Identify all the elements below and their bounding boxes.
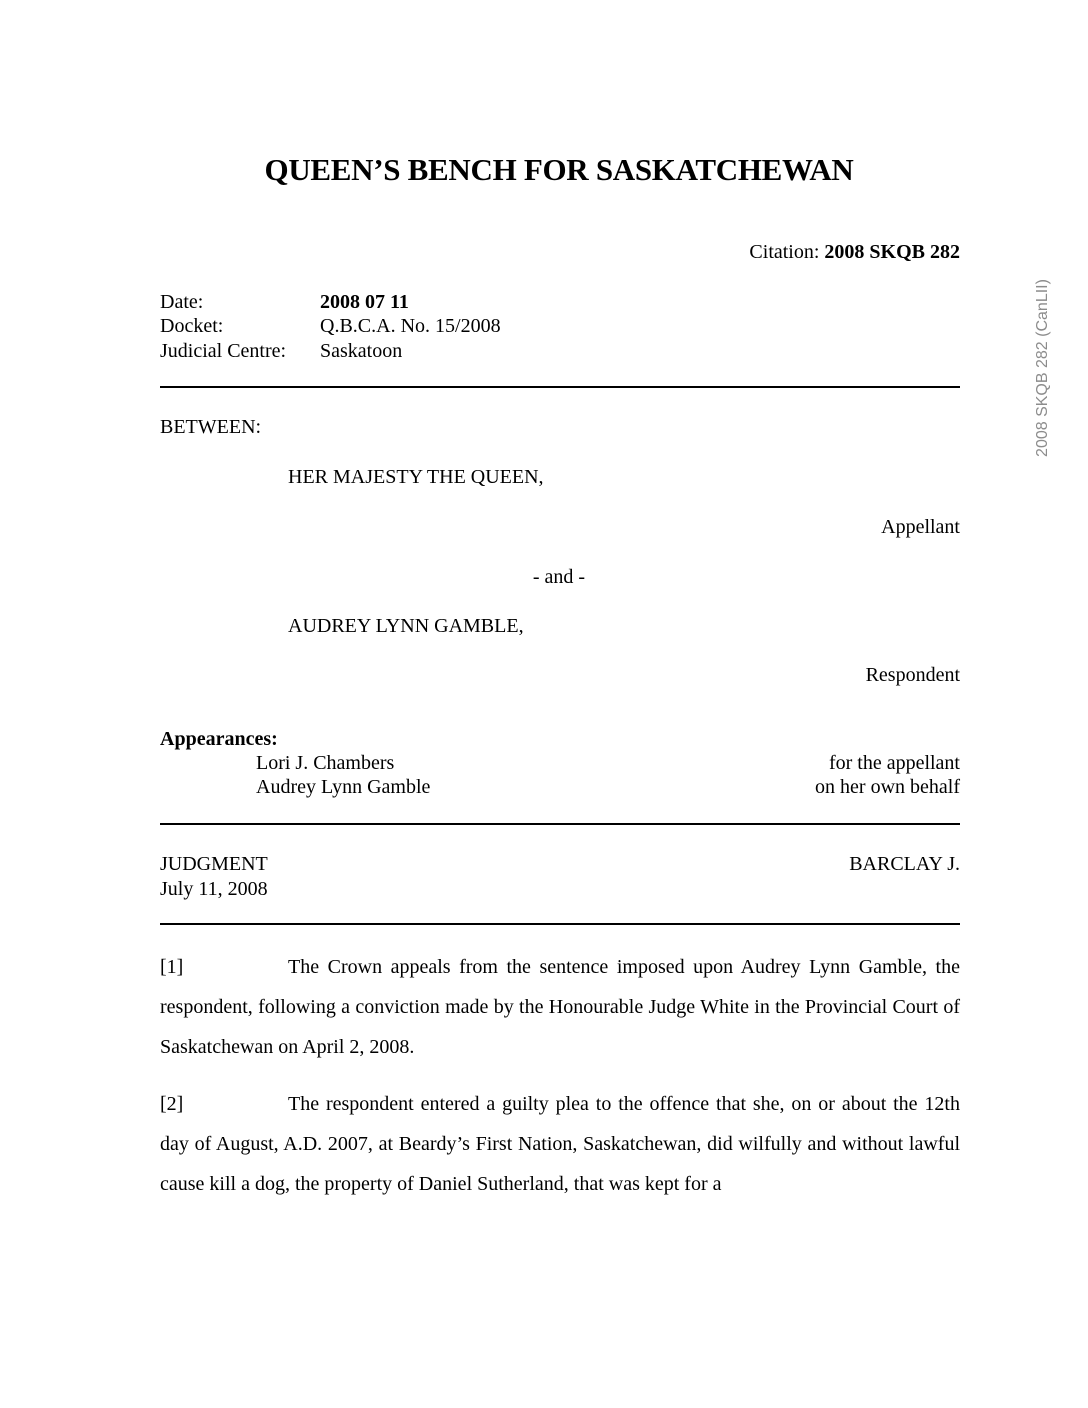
divider [160,823,960,825]
counsel-role: on her own behalf [815,776,960,798]
judgment-date: July 11, 2008 [160,878,268,900]
docket-value: Q.B.C.A. No. 15/2008 [320,315,501,337]
citation-label: Citation: [749,241,820,263]
appearances-label: Appearances: [160,728,278,750]
and-separator: - and - [532,566,586,588]
divider [160,386,960,388]
paragraph-number: [1] [160,956,184,978]
judicial-centre-label: Judicial Centre: [160,340,287,362]
paragraph-text: The Crown appeals from the sentence imposed upon Audrey Lynn Gamble, the respondent, following a conviction made by the Honourable Judge White in the Provincial Court of Saskatchewan on April 2, 2008. [160,956,960,1058]
divider [160,923,960,925]
court-title: QUEEN’S BENCH FOR SASKATCHEWAN [264,152,854,187]
paragraph-text: The respondent entered a guilty plea to the offence that she, on or about the 12th day of August, A.D. 2007, at Beardy’s First Nation, Saskatchewan, did wilfully and without lawful cause kill a dog, the property of Daniel Sutherland, that was kept for a [160,1093,960,1195]
respondent-role: Respondent [865,664,960,686]
date-value: 2008 07 11 [320,291,409,313]
appellant-role: Appellant [881,516,960,538]
judicial-centre-value: Saskatoon [320,340,403,362]
appellant-name: HER MAJESTY THE QUEEN, [288,466,544,488]
canlii-watermark: 2008 SKQB 282 (CanLII) [1034,279,1051,457]
counsel-role: for the appellant [828,752,960,774]
respondent-name: AUDREY LYNN GAMBLE, [288,615,524,637]
judgment-label: JUDGMENT [160,853,268,875]
counsel-name: Audrey Lynn Gamble [256,776,431,798]
citation-line [749,240,960,264]
judge-name: BARCLAY J. [849,853,960,875]
between-label: BETWEEN: [160,416,262,438]
paragraph [160,1084,960,1204]
date-label: Date: [160,291,204,313]
paragraph-number: [2] [160,1093,184,1115]
counsel-name: Lori J. Chambers [256,752,395,774]
paragraph [160,947,960,1067]
docket-label: Docket: [160,315,224,337]
citation-value: 2008 SKQB 282 [824,241,960,263]
